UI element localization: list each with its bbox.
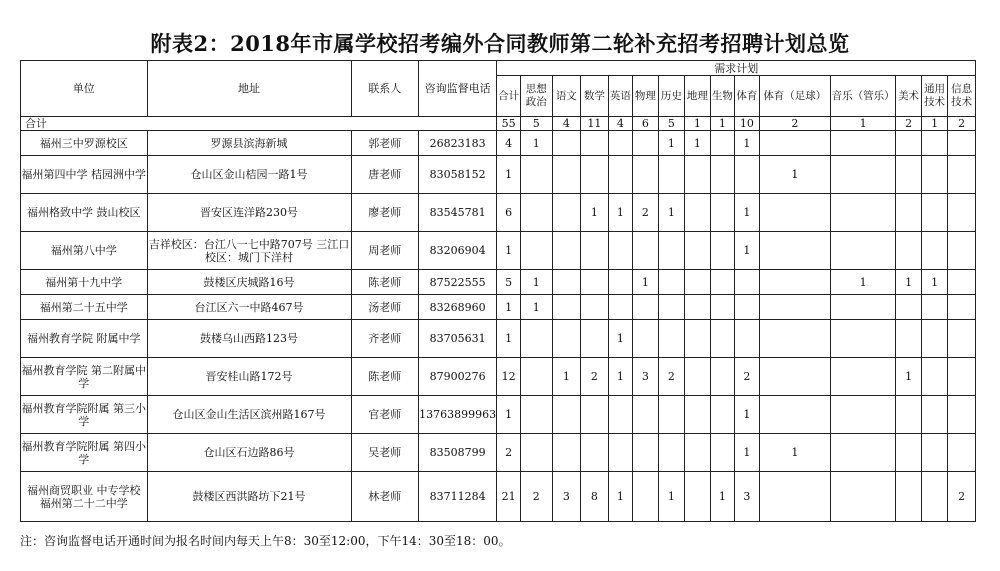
page-title: 附表2：2018年市属学校招考编外合同教师第二轮补充招考招聘计划总览 [150, 31, 850, 56]
address-cell: 鼓楼乌山西路123号 [147, 320, 351, 358]
count-cell-music-band [831, 232, 896, 270]
count-cell-art [896, 396, 922, 434]
count-cell-english [608, 295, 632, 320]
count-cell-history: 1 [658, 472, 685, 522]
table-row [21, 295, 976, 320]
count-cell-music-band [831, 156, 896, 194]
count-cell-music-band [831, 131, 896, 156]
count-cell-history: 2 [658, 358, 685, 396]
unit-cell: 福州商贸职业 中专学校 福州第二十二中学 [21, 472, 148, 522]
count-cell-english [608, 131, 632, 156]
subject-header-music-band: 音乐（管乐） [831, 76, 896, 117]
count-cell-chinese: 1 [552, 358, 581, 396]
address-cell: 鼓楼区西洪路坊下21号 [147, 472, 351, 522]
count-cell-biology [710, 434, 734, 472]
count-cell-physics [633, 472, 659, 522]
total-geography: 1 [685, 117, 711, 131]
subject-header-geography: 地理 [685, 76, 711, 117]
address-cell: 晋安区连洋路230号 [147, 194, 351, 232]
count-cell-general-tech [921, 131, 948, 156]
address-cell: 台江区六一中路467号 [147, 295, 351, 320]
count-cell-pe: 1 [735, 232, 759, 270]
count-cell-geography [685, 295, 711, 320]
count-cell-total: 21 [497, 472, 520, 522]
count-cell-general-tech [921, 396, 948, 434]
count-cell-politics: 1 [520, 270, 552, 295]
phone-cell: 83206904 [418, 232, 497, 270]
count-cell-total: 12 [497, 358, 520, 396]
count-cell-history: 1 [658, 131, 685, 156]
phone-cell: 83268960 [418, 295, 497, 320]
count-cell-english [608, 434, 632, 472]
count-cell-physics [633, 320, 659, 358]
count-cell-info-tech [948, 232, 976, 270]
count-cell-pe: 1 [735, 396, 759, 434]
count-cell-pe-football [759, 194, 830, 232]
count-cell-geography [685, 320, 711, 358]
unit-cell: 福州第四中学 桔园洲中学 [21, 156, 148, 194]
subject-header-pe-football: 体育（足球） [759, 76, 830, 117]
count-cell-art [896, 131, 922, 156]
total-physics: 6 [633, 117, 659, 131]
count-cell-art: 1 [896, 270, 922, 295]
count-cell-general-tech [921, 194, 948, 232]
count-cell-politics: 1 [520, 295, 552, 320]
count-cell-pe: 1 [735, 131, 759, 156]
count-cell-info-tech [948, 358, 976, 396]
count-cell-physics: 2 [633, 194, 659, 232]
unit-cell: 福州第十九中学 [21, 270, 148, 295]
total-pe-football: 2 [759, 117, 830, 131]
total-art: 2 [896, 117, 922, 131]
count-cell-math [581, 396, 609, 434]
count-cell-math [581, 434, 609, 472]
count-cell-general-tech [921, 232, 948, 270]
unit-cell: 福州第二十五中学 [21, 295, 148, 320]
table-row [21, 270, 976, 295]
count-cell-music-band [831, 358, 896, 396]
count-cell-info-tech [948, 156, 976, 194]
contact-cell: 林老师 [351, 472, 418, 522]
count-cell-biology [710, 270, 734, 295]
count-cell-physics [633, 295, 659, 320]
count-cell-english: 1 [608, 194, 632, 232]
count-cell-history [658, 434, 685, 472]
contact-cell: 吴老师 [351, 434, 418, 472]
count-cell-history [658, 320, 685, 358]
count-cell-info-tech: 2 [948, 472, 976, 522]
total-music-band: 1 [831, 117, 896, 131]
table-row [21, 396, 976, 434]
count-cell-chinese [552, 434, 581, 472]
count-cell-pe-football [759, 472, 830, 522]
count-cell-chinese [552, 232, 581, 270]
phone-cell: 87522555 [418, 270, 497, 295]
count-cell-pe-football: 1 [759, 434, 830, 472]
subject-header-pe: 体育 [735, 76, 759, 117]
contact-cell: 汤老师 [351, 295, 418, 320]
count-cell-total: 4 [497, 131, 520, 156]
count-cell-pe: 1 [735, 194, 759, 232]
count-cell-math: 1 [581, 194, 609, 232]
count-cell-history: 1 [658, 194, 685, 232]
subject-header-history: 历史 [658, 76, 685, 117]
header-row-1 [21, 61, 976, 76]
count-cell-total: 1 [497, 396, 520, 434]
table-row [21, 194, 976, 232]
subject-header-math: 数学 [581, 76, 609, 117]
plan-header: 需求计划 [497, 61, 976, 76]
count-cell-english [608, 396, 632, 434]
count-cell-politics [520, 320, 552, 358]
count-cell-chinese [552, 320, 581, 358]
count-cell-biology [710, 156, 734, 194]
count-cell-pe-football: 1 [759, 156, 830, 194]
count-cell-pe [735, 270, 759, 295]
total-chinese: 4 [552, 117, 581, 131]
count-cell-info-tech [948, 131, 976, 156]
count-cell-physics [633, 396, 659, 434]
table-row [21, 156, 976, 194]
count-cell-math [581, 320, 609, 358]
unit-cell: 福州教育学院 附属中学 [21, 320, 148, 358]
count-cell-art [896, 156, 922, 194]
address-cell: 鼓楼区庆城路16号 [147, 270, 351, 295]
total-info-tech: 2 [948, 117, 976, 131]
count-cell-english: 1 [608, 358, 632, 396]
count-cell-art [896, 320, 922, 358]
contact-cell: 廖老师 [351, 194, 418, 232]
count-cell-physics [633, 232, 659, 270]
count-cell-total: 1 [497, 232, 520, 270]
footnote: 注：咨询监督电话开通时间为报名时间内每天上午8：30至12:00，下午14：30至18：00。 [20, 534, 511, 548]
totals-row [21, 117, 976, 131]
count-cell-general-tech [921, 434, 948, 472]
count-cell-total: 5 [497, 270, 520, 295]
count-cell-pe-football [759, 131, 830, 156]
count-cell-politics [520, 156, 552, 194]
count-cell-physics [633, 434, 659, 472]
total-total: 55 [497, 117, 520, 131]
count-cell-math [581, 156, 609, 194]
total-general-tech: 1 [921, 117, 948, 131]
count-cell-art [896, 232, 922, 270]
count-cell-english [608, 156, 632, 194]
count-cell-art [896, 295, 922, 320]
count-cell-history [658, 156, 685, 194]
count-cell-pe-football [759, 232, 830, 270]
count-cell-history [658, 270, 685, 295]
count-cell-music-band [831, 194, 896, 232]
count-cell-total: 6 [497, 194, 520, 232]
unit-cell: 福州教育学院附属 第四小学 [21, 434, 148, 472]
count-cell-chinese [552, 131, 581, 156]
contact-cell: 陈老师 [351, 358, 418, 396]
count-cell-total: 1 [497, 156, 520, 194]
contact-cell: 齐老师 [351, 320, 418, 358]
count-cell-pe [735, 320, 759, 358]
table-row [21, 434, 976, 472]
address-cell: 罗源县滨海新城 [147, 131, 351, 156]
count-cell-math [581, 131, 609, 156]
contact-cell: 官老师 [351, 396, 418, 434]
subject-header-biology: 生物 [710, 76, 734, 117]
count-cell-biology: 1 [710, 472, 734, 522]
address-cell: 仓山区金山生活区滨州路167号 [147, 396, 351, 434]
address-cell: 仓山区石边路86号 [147, 434, 351, 472]
count-cell-info-tech [948, 295, 976, 320]
count-cell-music-band: 1 [831, 270, 896, 295]
count-cell-math [581, 295, 609, 320]
count-cell-geography [685, 194, 711, 232]
table-row [21, 232, 976, 270]
count-cell-general-tech [921, 295, 948, 320]
count-cell-general-tech [921, 320, 948, 358]
table-row [21, 131, 976, 156]
count-cell-physics [633, 131, 659, 156]
phone-cell: 83545781 [418, 194, 497, 232]
count-cell-chinese [552, 194, 581, 232]
count-cell-chinese: 3 [552, 472, 581, 522]
count-cell-politics [520, 232, 552, 270]
count-cell-history [658, 232, 685, 270]
count-cell-geography: 1 [685, 131, 711, 156]
contact-cell: 陈老师 [351, 270, 418, 295]
count-cell-geography [685, 156, 711, 194]
count-cell-info-tech [948, 434, 976, 472]
count-cell-total: 2 [497, 434, 520, 472]
subject-header-english: 英语 [608, 76, 632, 117]
count-cell-physics: 1 [633, 270, 659, 295]
subject-header-general-tech: 通用技术 [921, 76, 948, 117]
subject-header-politics: 思想政治 [520, 76, 552, 117]
unit-header: 单位 [21, 61, 148, 117]
count-cell-english: 1 [608, 320, 632, 358]
count-cell-music-band [831, 320, 896, 358]
total-biology: 1 [710, 117, 734, 131]
subject-header-physics: 物理 [633, 76, 659, 117]
total-math: 11 [581, 117, 609, 131]
count-cell-history [658, 396, 685, 434]
count-cell-math: 2 [581, 358, 609, 396]
unit-cell: 福州教育学院 第二附属中学 [21, 358, 148, 396]
phone-header: 咨询监督电话 [418, 61, 497, 117]
count-cell-math [581, 232, 609, 270]
count-cell-general-tech [921, 156, 948, 194]
count-cell-biology [710, 131, 734, 156]
subject-header-chinese: 语文 [552, 76, 581, 117]
contact-header: 联系人 [351, 61, 418, 117]
phone-cell: 13763899963 [418, 396, 497, 434]
count-cell-art: 1 [896, 358, 922, 396]
count-cell-pe [735, 156, 759, 194]
phone-cell: 87900276 [418, 358, 497, 396]
count-cell-pe: 1 [735, 434, 759, 472]
count-cell-art [896, 434, 922, 472]
count-cell-physics [633, 156, 659, 194]
table-row [21, 320, 976, 358]
count-cell-music-band [831, 396, 896, 434]
count-cell-math: 8 [581, 472, 609, 522]
count-cell-geography [685, 472, 711, 522]
count-cell-geography [685, 358, 711, 396]
phone-cell: 83705631 [418, 320, 497, 358]
phone-cell: 83508799 [418, 434, 497, 472]
count-cell-art [896, 472, 922, 522]
count-cell-pe-football [759, 295, 830, 320]
address-cell: 晋安桂山路172号 [147, 358, 351, 396]
count-cell-chinese [552, 295, 581, 320]
count-cell-art [896, 194, 922, 232]
total-pe: 10 [735, 117, 759, 131]
count-cell-biology [710, 194, 734, 232]
count-cell-general-tech [921, 358, 948, 396]
count-cell-politics [520, 358, 552, 396]
recruitment-plan-table [20, 60, 976, 522]
count-cell-biology [710, 320, 734, 358]
count-cell-english: 1 [608, 472, 632, 522]
unit-cell: 福州教育学院附属 第三小学 [21, 396, 148, 434]
phone-cell: 83711284 [418, 472, 497, 522]
unit-cell: 福州格致中学 鼓山校区 [21, 194, 148, 232]
count-cell-english [608, 232, 632, 270]
count-cell-music-band [831, 434, 896, 472]
subject-header-art: 美术 [896, 76, 922, 117]
subject-header-info-tech: 信息技术 [948, 76, 976, 117]
count-cell-geography [685, 396, 711, 434]
count-cell-math [581, 270, 609, 295]
count-cell-general-tech: 1 [921, 270, 948, 295]
count-cell-chinese [552, 156, 581, 194]
total-english: 4 [608, 117, 632, 131]
count-cell-info-tech [948, 320, 976, 358]
count-cell-pe [735, 295, 759, 320]
count-cell-biology [710, 396, 734, 434]
unit-cell: 福州第八中学 [21, 232, 148, 270]
count-cell-info-tech [948, 396, 976, 434]
contact-cell: 周老师 [351, 232, 418, 270]
address-cell: 仓山区金山桔园一路1号 [147, 156, 351, 194]
unit-cell: 福州三中罗源校区 [21, 131, 148, 156]
count-cell-english [608, 270, 632, 295]
address-header: 地址 [147, 61, 351, 117]
table-row [21, 472, 976, 522]
count-cell-pe-football [759, 396, 830, 434]
count-cell-politics [520, 396, 552, 434]
count-cell-biology [710, 295, 734, 320]
count-cell-geography [685, 270, 711, 295]
count-cell-general-tech [921, 472, 948, 522]
count-cell-music-band [831, 472, 896, 522]
table-body [21, 61, 976, 522]
total-history: 5 [658, 117, 685, 131]
count-cell-total: 1 [497, 320, 520, 358]
table-row [21, 358, 976, 396]
count-cell-pe: 3 [735, 472, 759, 522]
count-cell-info-tech [948, 194, 976, 232]
count-cell-chinese [552, 396, 581, 434]
count-cell-geography [685, 232, 711, 270]
count-cell-pe-football [759, 358, 830, 396]
phone-cell: 26823183 [418, 131, 497, 156]
count-cell-biology [710, 232, 734, 270]
count-cell-history [658, 295, 685, 320]
count-cell-pe-football [759, 320, 830, 358]
count-cell-info-tech [948, 270, 976, 295]
address-cell: 吉祥校区：台江八一七中路707号 三江口校区：城门下洋村 [147, 232, 351, 270]
count-cell-biology [710, 358, 734, 396]
count-cell-pe: 2 [735, 358, 759, 396]
contact-cell: 唐老师 [351, 156, 418, 194]
count-cell-politics: 2 [520, 472, 552, 522]
count-cell-politics [520, 194, 552, 232]
count-cell-geography [685, 434, 711, 472]
subject-header-total: 合计 [497, 76, 520, 117]
count-cell-politics [520, 434, 552, 472]
totals-label: 合计 [21, 117, 497, 131]
count-cell-chinese [552, 270, 581, 295]
total-politics: 5 [520, 117, 552, 131]
phone-cell: 83058152 [418, 156, 497, 194]
count-cell-politics: 1 [520, 131, 552, 156]
count-cell-total: 1 [497, 295, 520, 320]
contact-cell: 郭老师 [351, 131, 418, 156]
count-cell-physics: 3 [633, 358, 659, 396]
count-cell-pe-football [759, 270, 830, 295]
count-cell-music-band [831, 295, 896, 320]
